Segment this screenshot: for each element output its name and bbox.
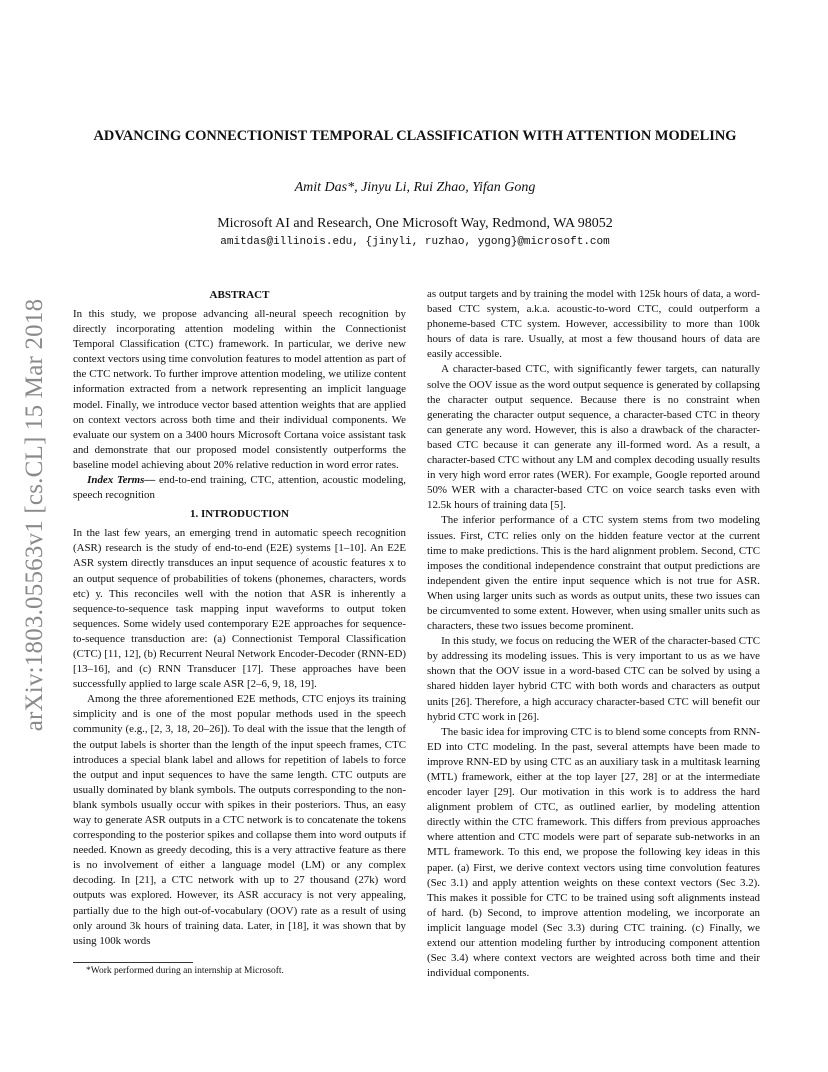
- intro-heading: 1. INTRODUCTION: [189, 508, 289, 521]
- intro-paragraph-2: Among the three aforementioned E2E methods, CTC enjoys its training simplicity and is one of the most popular methods used in the speech community (e.g., [2, 3, 18, 20–26]). To deal with the issue that the length of the output labels is shorter than the length of the input speech frames, CTC introduces a special blank label and allows for repetition of labels to force the output and input sequences to have the same length. CTC outputs are usually dominated by blank symbols. The outputs corresponding to the non-blank symbols usually occur with spikes in their posteriors. Thus, an easy way to generate ASR outputs in a CTC network is to concatenate the tokens corresponding to the posterior spikes and collapse them into word outputs if needed. Known as greedy decoding, this is a very attractive feature as there is no involvement of either a language model (LM) or any complex decoding. In [21], a CTC network with up to 27 thousand (27k) word outputs was explored. However, its ASR accuracy is not very appealing, partially due to the high out-of-vocabulary (OOV) rate as a result of using only around 3k hours of training data. Later, in [18], it was shown that by using 100k words: [73, 693, 406, 947]
- paper-title: ADVANCING CONNECTIONIST TEMPORAL CLASSIFICATION WITH ATTENTION MODELING: [93, 128, 737, 144]
- right-paragraph-4: In this study, we focus on reducing the WER of the character-based CTC by addressing its modeling issues. This is very important to us as we have shown that the OOV issue in a word-based CTC can be solved by using a shared hidden layer hybrid CTC with both words and characters as output units [26]. Therefore, a high accuracy character-based CTC will benefit our hybrid CTC work in [26].: [427, 635, 760, 723]
- left-column: [73, 287, 406, 949]
- affiliation: Microsoft AI and Research, One Microsoft Way, Redmond, WA 98052: [217, 216, 613, 231]
- index-terms: [73, 473, 406, 503]
- right-paragraph-3: The inferior performance of a CTC system stems from two modeling issues. First, CTC relies only on the hidden feature vector at the current time to make predictions. This is the hard alignment problem. Second, CTC imposes the conditional independence constraint that output predictions are independent given the entire input sequence which is not true for ASR. When using larger units such as words as output units, these two issues can be circumvented to some extent. However, when using smaller units such as characters, these two issues become prominent.: [427, 514, 760, 633]
- abstract-text: In this study, we propose advancing all-neural speech recognition by directly incorporating attention modeling within the Connectionist Temporal Classification (CTC) framework. In particular, we derive new context vectors using time convolution features to model attention as part of the CTC network. To further improve attention modeling, we utilize content information extracted from a network representing an implicit language model. Finally, we introduce vector based attention weights that are applied on context vectors across both time and their individual components. We evaluate our system on a 3400 hours Microsoft Cortana voice assistant task and demonstrate that our proposed model consistently outperforms the baseline model achieving about 20% relative reduction in word error rates.: [73, 308, 406, 471]
- arxiv-stamp: arXiv:1803.05563v1 [cs.CL] 15 Mar 2018: [21, 298, 48, 732]
- authors: Amit Das*, Jinyu Li, Rui Zhao, Yifan Gong: [294, 180, 536, 195]
- emails: amitdas@illinois.edu, {jinyli, ruzhao, ygong}@microsoft.com: [220, 236, 610, 248]
- footnote-rule: [73, 962, 193, 963]
- index-terms-label: Index Terms—: [87, 474, 156, 487]
- right-paragraph-2: A character-based CTC, with significantly fewer targets, can naturally solve the OOV issue as the word output sequence is generated by collapsing the character output sequence. Because there is no constraint when generating the character output sequence, a character-based CTC in theory can generate any word. However, this is also a drawback of the character-based CTC because it can generate any ill-formed word. As a result, a character-based CTC without any LM and complex decoding usually results in very high word error rates (WER). For example, Google reported around 50% WER with a character-based CTC on voice search tasks even with 12.5k hours of training data [5].: [427, 363, 760, 512]
- abstract-heading: ABSTRACT: [209, 289, 270, 301]
- footnote: *Work performed during an internship at Microsoft.: [86, 966, 284, 976]
- index-terms-text: end-to-end training, CTC, attention, acoustic modeling, speech recognition: [73, 474, 406, 502]
- right-paragraph-1: as output targets and by training the model with 125k hours of data, a word-based CTC system, a.k.a. acoustic-to-word CTC, could outperform a phoneme-based CTC system. However, accessibility to more than 100k hours of data is rare. Usually, at most a few thousand hours of data are easily accessible.: [427, 288, 760, 361]
- right-column: [427, 287, 760, 981]
- intro-paragraph-1: In the last few years, an emerging trend in automatic speech recognition (ASR) research is the study of end-to-end (E2E) systems [1–10]. An E2E ASR system directly transduces an input sequence of acoustic features x to an output sequence of probabilities of tokens (phonemes, characters, words etc) y. This reconciles well with the notion that ASR is inherently a sequence-to-sequence task mapping input waveforms to output token sequences. Some widely used contemporary E2E approaches for sequence-to-sequence transduction are: (a) Connectionist Temporal Classification (CTC) [11, 12], (b) Recurrent Neural Network Encoder-Decoder (RNN-ED) [13–16], and (c) RNN Transducer [17]. These approaches have been successfully applied to large scale ASR [2–6, 9, 18, 19].: [73, 527, 406, 691]
- right-paragraph-5: The basic idea for improving CTC is to blend some concepts from RNN-ED into CTC modeling. In the past, several attempts have been made to improve RNN-ED by using CTC as an auxiliary task in a multitask learning (MTL) framework, either at the top layer [27, 28] or at the intermediate encoder layer [29]. Our motivation in this work is to address the hard alignment problem of CTC, as outlined earlier, by modeling attention directly within the CTC framework. This differs from previous approaches where attention and CTC models were part of separate sub-networks in an MTL framework. To this end, we propose the following key ideas in this paper. (a) First, we derive context vectors using time convolution features (Sec 3.1) and apply attention weights on these context vectors (Sec 3.2). This makes it possible for CTC to be trained using soft alignments instead of hard. (b) Second, to improve attention modeling, we incorporate an implicit language model (Sec 3.3) during CTC training. (c) Finally, we extend our attention modeling further by introducing component attention (Sec 3.4) where context vectors are weighted across both time and their individual components.: [427, 725, 760, 980]
